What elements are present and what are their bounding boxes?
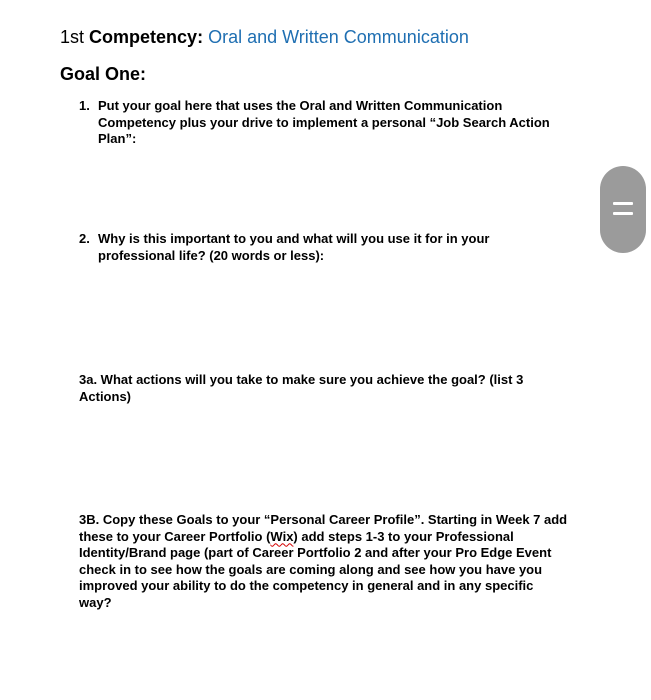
question-1-text: Put your goal here that uses the Oral and Written Communication Competency plus your drive to implement a personal “Job Search Action Plan”: bbox=[98, 98, 550, 146]
spellcheck-flagged-word[interactable]: Wix bbox=[270, 528, 294, 544]
handle-line-bottom bbox=[613, 212, 633, 215]
handle-line-top bbox=[613, 202, 633, 205]
question-3b-text-start: 3B. Copy these Goals to your “Personal Career Profile”. Starting in Week 7 add these to your Career Portfolio ( bbox=[79, 512, 568, 544]
title-colon: : bbox=[197, 27, 204, 47]
question-3a bbox=[79, 372, 539, 405]
question-3b-text-end: ) add steps 1-3 to your Professional Identity/Brand page (part of Career Portfolio 2 and after your Pro Edge Event check in to see how the goals are coming along and see how you have you improved your ability to do the competency in general and in any specific way? bbox=[79, 528, 552, 610]
question-1-number: 1. bbox=[79, 98, 90, 113]
title-prefix: 1st bbox=[60, 27, 85, 47]
question-3a-text: 3a. What actions will you take to make sure you achieve the goal? (list 3 Actions) bbox=[79, 372, 524, 404]
question-2 bbox=[79, 231, 519, 264]
title-label: Competency bbox=[89, 27, 198, 47]
goal-heading: Goal One: bbox=[60, 64, 147, 84]
drag-handle-icon[interactable] bbox=[600, 166, 646, 253]
question-1 bbox=[79, 98, 559, 148]
question-3b bbox=[79, 512, 569, 611]
competency-topic: Oral and Written Communication bbox=[208, 27, 469, 47]
page-title bbox=[60, 26, 469, 48]
question-2-number: 2. bbox=[79, 231, 90, 246]
question-2-text: Why is this important to you and what will you use it for in your professional life? (20 words or less): bbox=[98, 231, 490, 263]
